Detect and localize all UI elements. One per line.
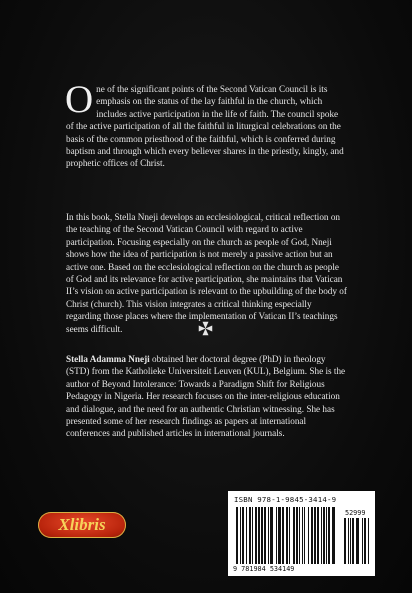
publisher-logo-text: Xlibris [58,515,106,534]
intro-paragraph-text: ne of the significant points of the Second Vatican Council is its emphasis on the status of the lay faithful in the church, which includes active participation in the life of faith. The council spoke of the active participation of all the faithful in liturgical celebrations on the basis of the common priesthood of the faithful, which is conferred during baptism and through which every believer shares in the priestly, kingly, and prophetic offices of Christ. [66,84,344,169]
drop-cap: O [65,78,94,121]
author-bio-text: obtained her doctoral degree (PhD) in theology (STD) from the Katholieke Universiteit Leuven (KUL), Belgium. She is the author of Beyond Intolerance: Towards a Paradigm Shift for Religious Pedagogy in Nigeria. Her research focuses on the inter-religious education and dialogue, and the need for an authentic Christian witnessing. She has presented some of her research findings as papers at international conferences and published articles in international journals. [66,354,346,439]
ean-digits: 9 781984 534149 [233,565,295,573]
intro-paragraph [65,78,348,170]
maltese-cross-icon [198,321,213,336]
price-code: 52999 [345,509,366,517]
book-summary-paragraph: In this book, Stella Nneji develops an ecclesiological, critical reflection on the teaching of the Second Vatican Council with regard to active participation. Focusing especially on the church as people of God, Nneji shows how the idea of participation is not merely a passive action but an active one. Based on the ecclesiological reflection on the church as people of God and its relevance for active participation, she maintains that Vatican II’s vision on active participation is relevant to the upbuilding of the body of Christ (church). This vision integrates a critical thinking especially regarding those places where the implementation of Vatican II’s teachings seems difficult. [66,212,347,334]
ean-barcode-bars [228,491,375,576]
isbn-label: ISBN 978-1-9845-3414-9 [234,495,337,504]
publisher-logo [38,512,126,538]
author-name: Stella Adamma Nneji [66,354,150,364]
isbn-barcode [228,491,375,576]
author-bio [66,353,348,440]
